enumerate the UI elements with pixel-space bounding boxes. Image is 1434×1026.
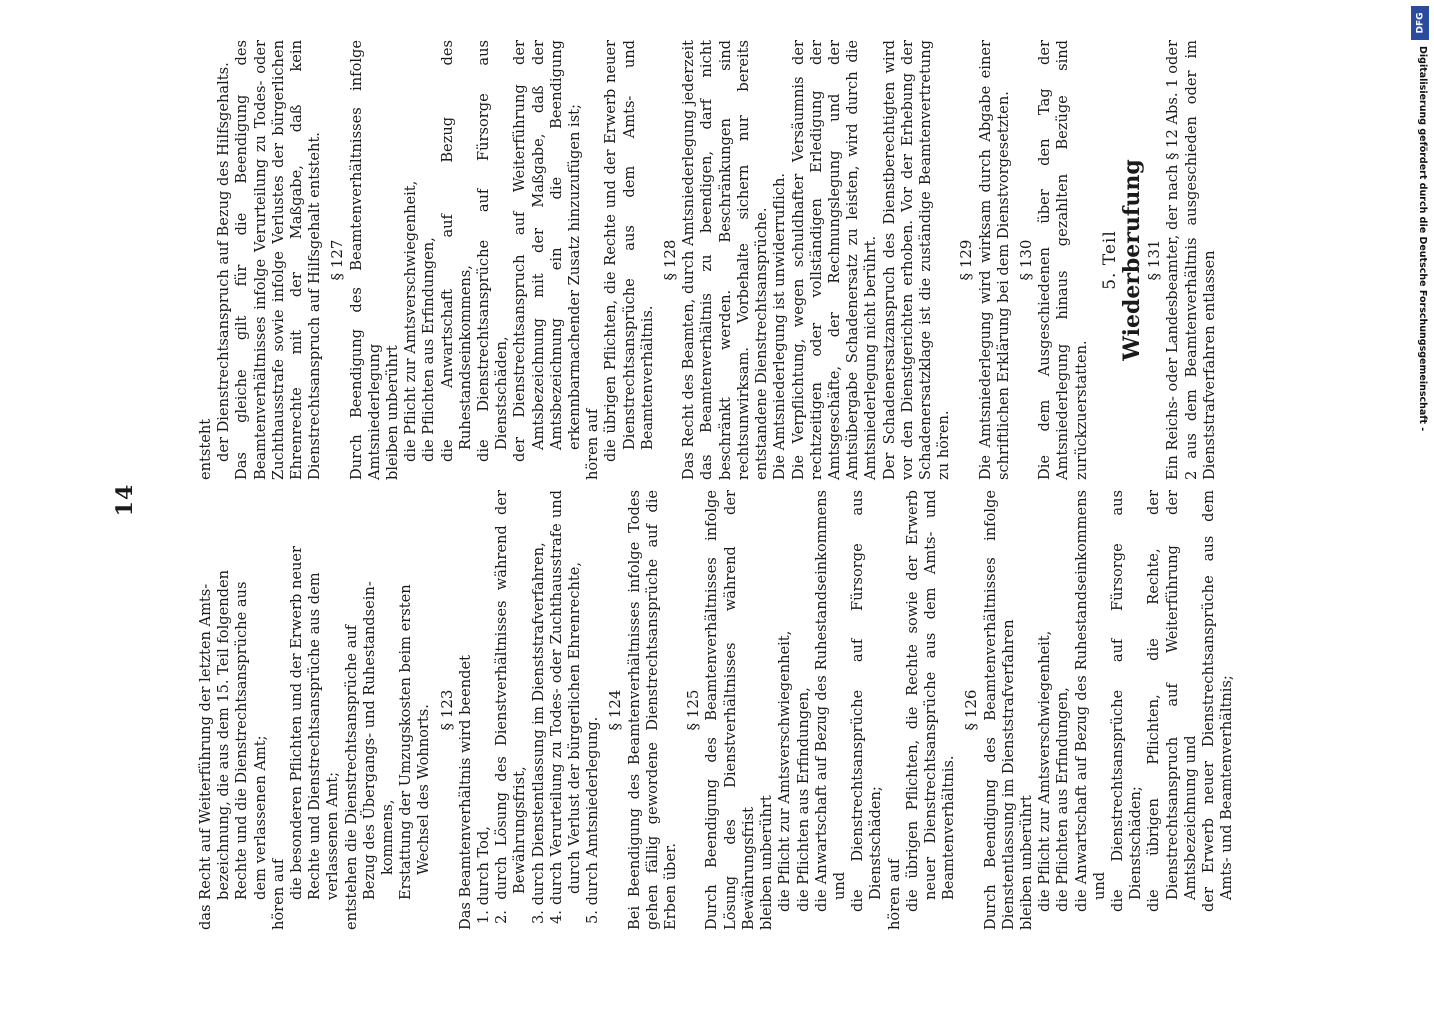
paragraph: Der Schadenersatzanspruch des Dienstberechtigten wird vor den Dienstgerichten erhoben. Vor der Erhebung der Schadenersatzklage ist die zuständige Beamtenvertretung zu hören. <box>880 40 953 480</box>
list-item: die Pflichten aus Erfindungen, <box>420 237 438 462</box>
digitization-credit: Digitalisierung gefördert durch die Deutsche Forschungsgemeinschaft - <box>1417 46 1428 432</box>
page-number: 14 <box>112 483 138 517</box>
text-line: bezeichnung, die aus dem 15. Teil folgenden <box>215 570 233 900</box>
text-line: bleiben unberührt <box>758 795 776 930</box>
text-line: Bezug des Übergangs- und Ruhestandsein- <box>360 581 378 900</box>
right-column <box>197 40 1219 480</box>
list-item: die Anwartschaft auf Bezug des Ruhestandseinkommens, <box>438 40 474 462</box>
dfg-credit-strip <box>1410 6 1430 994</box>
list-item: die Dienstrechtsansprüche auf Fürsorge aus Dienstschäden; <box>1108 490 1145 912</box>
list-item: die Anwartschaft auf Bezug des Ruhestandseinkommens und <box>812 490 848 912</box>
section-heading: § 125 <box>684 689 703 731</box>
text-line: verlassenen Amt; <box>324 771 342 900</box>
part-heading: 5. Teil <box>1099 230 1120 290</box>
section-heading: § 127 <box>328 239 347 281</box>
section-heading: § 126 <box>962 689 981 731</box>
list-item: 3. durch Dienstentlassung im Dienststrafverfahren, <box>529 542 547 924</box>
text-line: bleiben unberührt <box>384 345 402 480</box>
list-item: die übrigen Pflichten, die Rechte, der Dienstrechtsanspruch auf Weiterführung der Amtsbezeichnung und <box>1145 490 1199 912</box>
paragraph: Das gleiche gilt für die Beendigung des Beamtenverhältnisses infolge Verurteilung zu Todes- oder Zuchthausstrafe sowie infolge Verlustes der bürgerlichen Ehrenrechte mit der Maßgabe, daß kein Dienstrechtsanspruch auf Hilfsgehalt entsteht. <box>233 40 324 480</box>
section-heading: § 124 <box>606 689 625 731</box>
paragraph: Durch Beendigung des Beamtenverhältnisses infolge Lösung des Dienstverhältnisses während der Bewährungsfrist <box>703 490 757 930</box>
text-line: das Recht auf Weiterführung der letzten Amts- <box>197 583 214 930</box>
list-item: die Pflichten aus Erfindungen, <box>1054 687 1072 912</box>
list-item: die Pflicht zur Amtsverschwiegenheit, <box>402 180 420 462</box>
paragraph: Die Verpflichtung, wegen schuldhafter Versäumnis der rechtzeitigen oder vollständigen Erledigung der Amtsgeschäfte, der Rechnungslegung und der Amtsübergabe Schadenersatz zu leisten, wird durch die Amtsniederlegung nicht berührt. <box>789 40 880 480</box>
paragraph: Die Amtsniederlegung ist unwiderruflich. <box>771 172 789 480</box>
list-item: 5. durch Amtsniederlegung. <box>584 716 602 924</box>
text-line: hören auf <box>269 858 287 930</box>
paragraph: Bei Beendigung des Beamtenverhältnisses infolge Todes gehen fällig gewordene Dienstrechtsansprüche auf die Erben über. <box>625 490 680 930</box>
text-line: Rechte und Dienstrechtsansprüche aus dem <box>306 572 324 900</box>
left-column <box>197 490 1236 930</box>
list-item: die Pflicht zur Amtsverschwiegenheit, <box>1036 630 1054 912</box>
paragraph: Ein Reichs- oder Landesbeamter, der nach § 12 Abs. 1 oder 2 aus dem Beamtenverhältnis ausgeschieden oder im Dienststrafverfahren entlassen <box>1164 40 1218 480</box>
list-item: die übrigen Pflichten, die Rechte sowie der Erwerb neuer Dienstrechtsansprüche aus dem Amts- und Beamtenverhältnis. <box>903 490 958 912</box>
list-item: die Dienstrechtsansprüche auf Fürsorge aus Dienstschäden; <box>849 490 885 912</box>
list-item: der Dienstrechtsanspruch auf Bezug des Hilfsgehalts. <box>215 62 233 462</box>
text-line: bleiben unberührt <box>1017 795 1035 930</box>
text-line: Wechsel des Wohnorts. <box>415 704 433 875</box>
text-line: hören auf <box>885 858 903 930</box>
text-line: entstehen die Dienstrechtsansprüche auf <box>342 624 360 930</box>
text-line: Erstattung der Umzugskosten beim ersten <box>397 584 415 900</box>
paragraph: Die dem Ausgeschiedenen über den Tag der Amtsniederlegung hinaus gezahlten Bezüge sind zurückzuerstatten. <box>1036 40 1090 480</box>
list-item: die Anwartschaft auf Bezug des Ruhestandseinkommens und <box>1072 490 1108 912</box>
paragraph: Die Amtsniederlegung wird wirksam durch Abgabe einer schriftlichen Erklärung bei dem Dienstvorgesetzten. <box>976 40 1012 480</box>
text-line: entsteht <box>197 418 214 480</box>
paragraph: Durch Beendigung des Beamtenverhältnisses infolge Dienstentlassung im Dienststrafverfahren <box>981 490 1017 930</box>
rotated-page <box>87 40 1347 950</box>
dfg-logo: DFG <box>1411 6 1429 40</box>
text-line: hören auf <box>584 408 602 480</box>
paragraph: Das Recht des Beamten, durch Amtsniederlegung jederzeit das Beamtenverhältnis zu beendigen, darf nicht beschränkt werden. Beschränkungen sind rechtsunwirksam. Vorbehalte sichern nur bereits entstandene Dienstrechtsansprüche. <box>680 40 771 480</box>
section-heading: § 130 <box>1016 239 1035 281</box>
paragraph: Durch Beendigung des Beamtenverhältnisses infolge Amtsniederlegung <box>347 40 383 480</box>
section-heading: § 129 <box>957 239 976 281</box>
section-heading: § 128 <box>661 239 680 281</box>
list-item: 2. durch Lösung des Dienstverhältnisses während der Bewährungsfrist, <box>493 490 529 924</box>
list-item: der Dienstrechtsanspruch auf Weiterführung der Amtsbezeichnung mit der Maßgabe, daß der Amtsbezeichnung ein die Beendigung erkennbarmachender Zusatz hinzuzufügen ist; <box>511 40 584 462</box>
list-item: der Erwerb neuer Dienstrechtsansprüche aus dem Amts- und Beamtenverhältnis; <box>1199 490 1236 912</box>
list-item: die Dienstrechtsansprüche auf Fürsorge aus Dienstschäden, <box>475 40 511 462</box>
list-item: die Pflicht zur Amtsverschwiegenheit, <box>776 630 794 912</box>
list-item: die übrigen Pflichten, die Rechte und der Erwerb neuer Dienstrechtsansprüche aus dem Amts- und Beamtenverhältnis. <box>602 40 656 462</box>
text-line: dem verlassenen Amt; <box>251 735 269 900</box>
section-heading: § 131 <box>1145 239 1164 281</box>
list-item: 1. durch Tod, <box>475 826 493 924</box>
part-title: Wiederberufung <box>1118 159 1145 361</box>
list-item: 4. durch Verurteilung zu Todes- oder Zuchthausstrafe und durch Verlust der bürgerlichen Ehrenrechte, <box>547 490 584 924</box>
text-line: Rechte und die Dienstrechtsansprüche aus <box>233 581 251 900</box>
text-line: kommens, <box>379 799 397 875</box>
text-line: die besonderen Pflichten und der Erwerb neuer <box>288 545 306 900</box>
paragraph: Das Beamtenverhältnis wird beendet <box>456 655 474 930</box>
list-item: die Pflichten aus Erfindungen, <box>794 687 812 912</box>
section-heading: § 123 <box>437 689 456 731</box>
